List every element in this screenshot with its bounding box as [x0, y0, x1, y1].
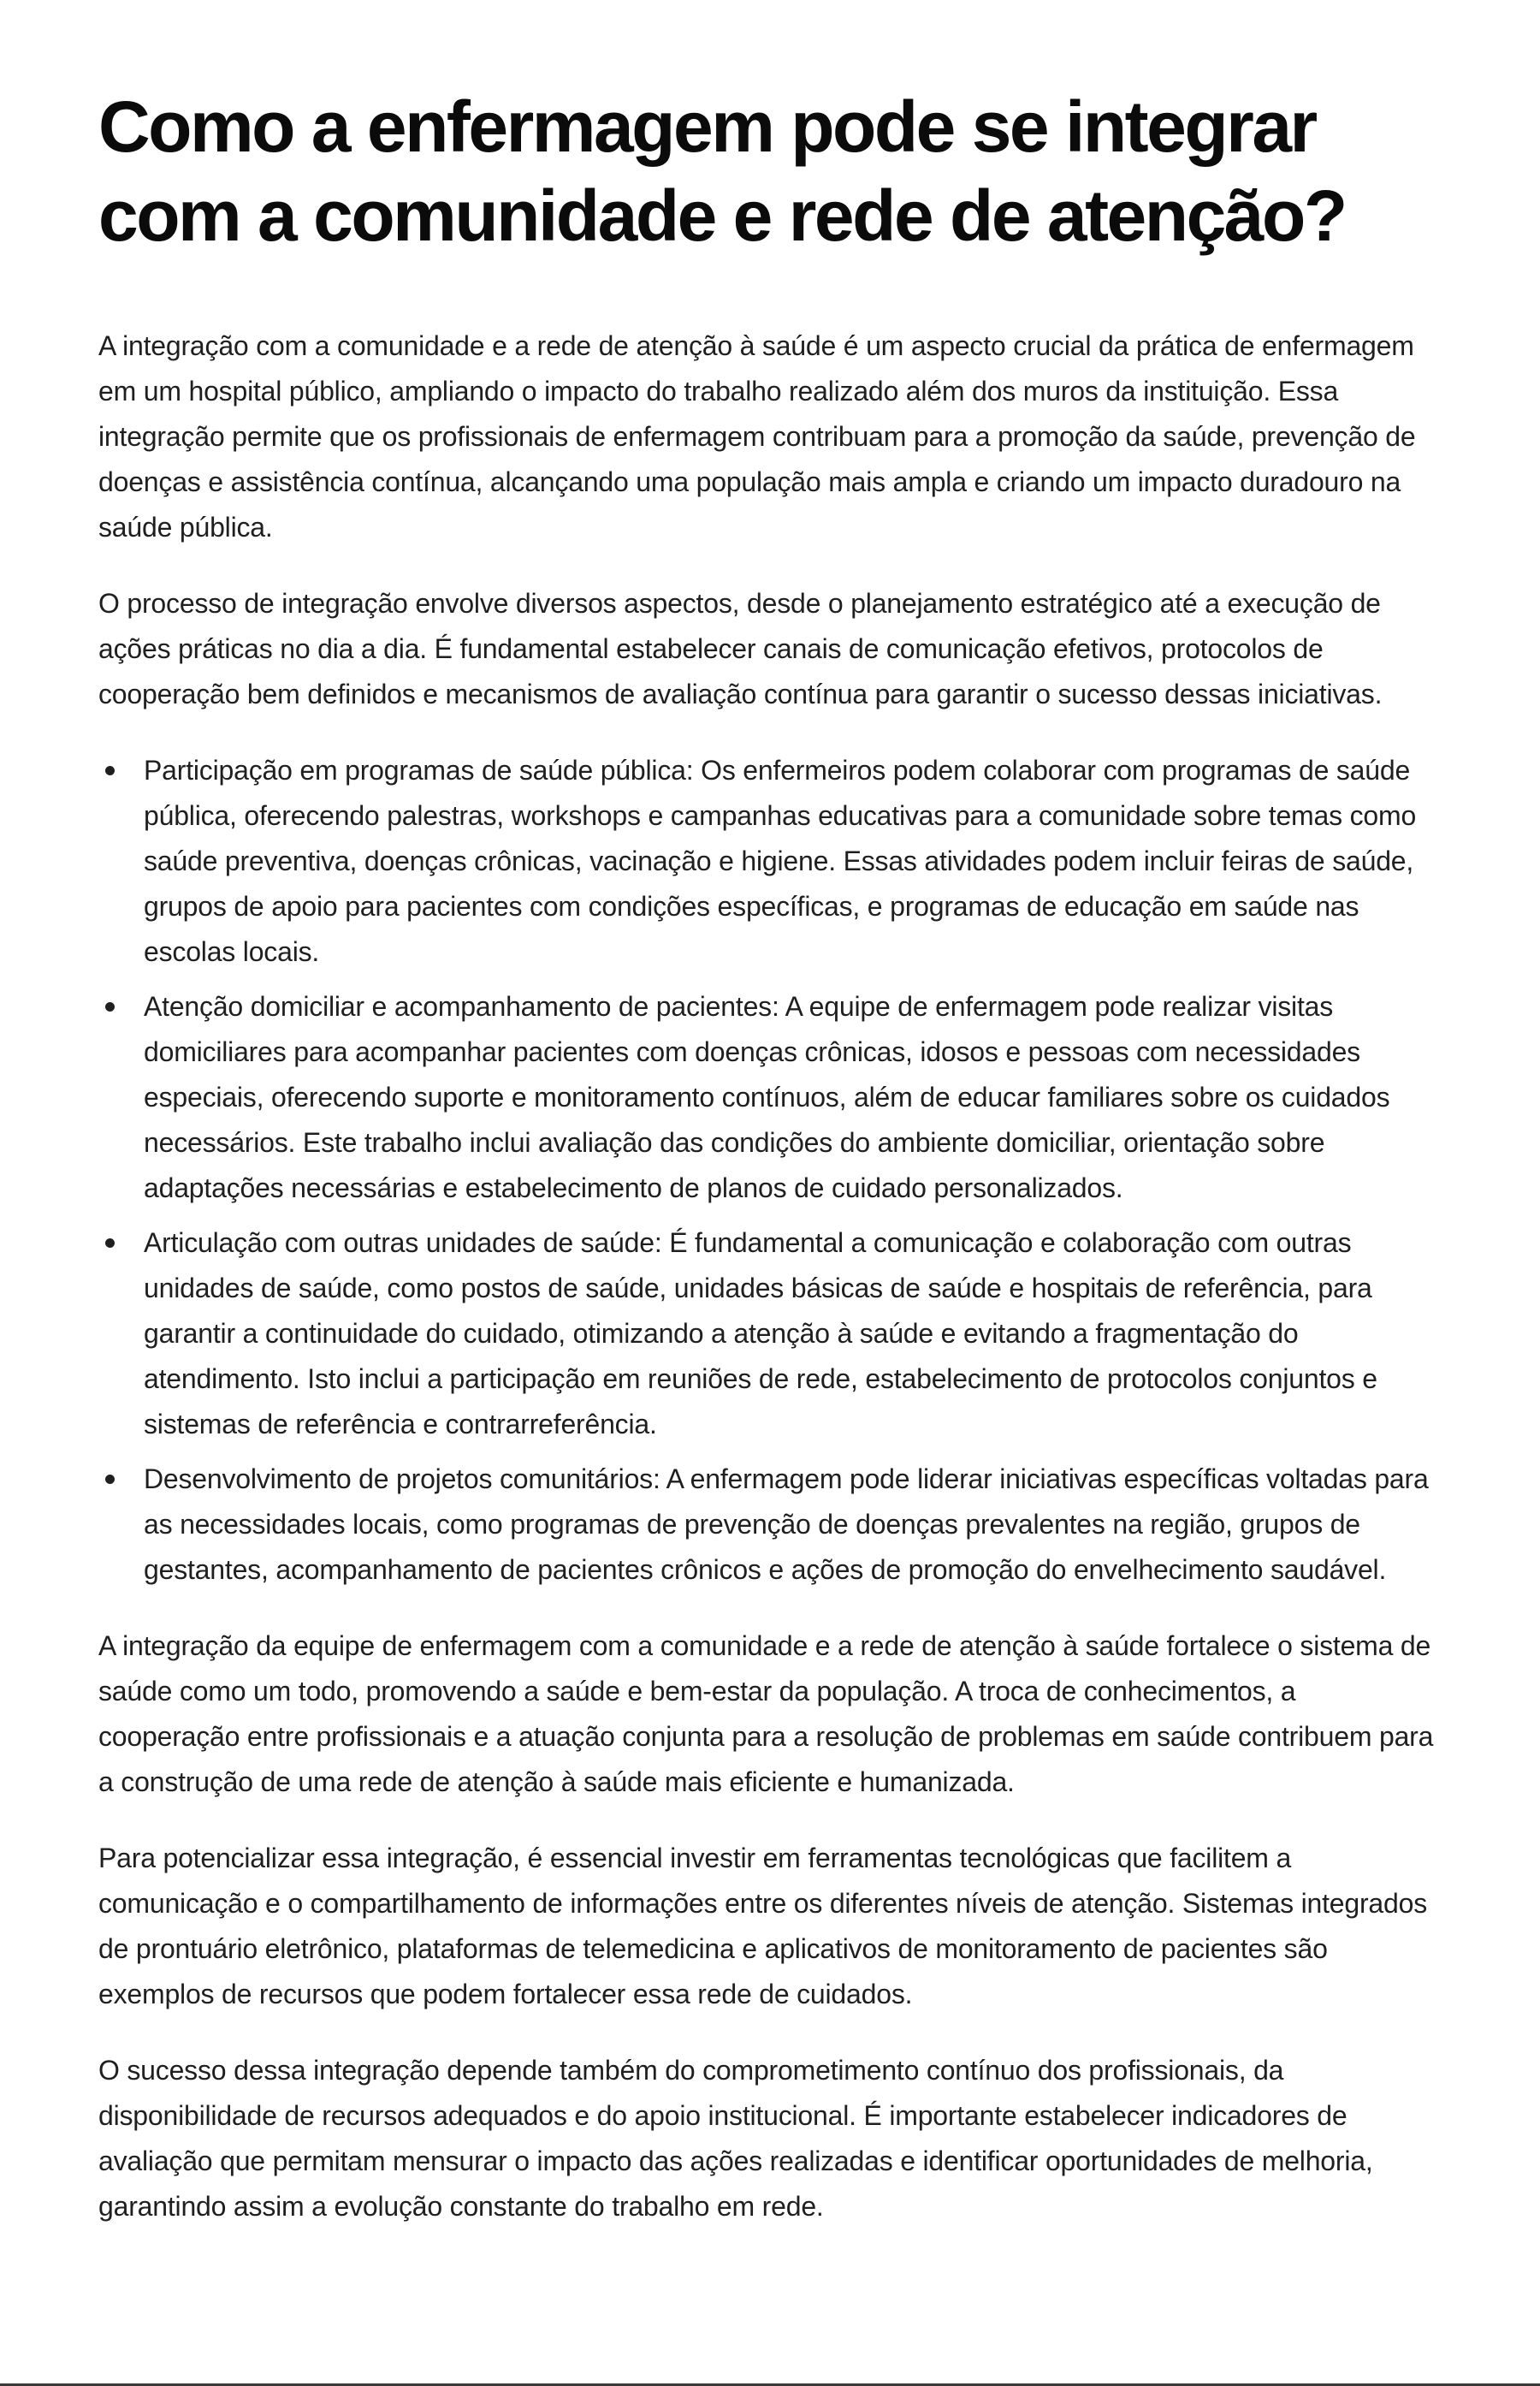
bullet-dot-icon — [105, 1238, 115, 1248]
page-title: Como a enfermagem pode se integrar com a comunidade e rede de atenção? — [98, 86, 1346, 256]
bullet-dot-icon — [105, 1002, 115, 1012]
list-item — [98, 1220, 1442, 1447]
document-page — [98, 82, 1442, 2260]
list-item-text: Participação em programas de saúde pública: Os enfermeiros podem colaborar com programas de saúde pública, oferecendo palestras, workshops e campanhas educativas para a comunidade sobre temas como saúde preventiva, doenças crônicas, vacinação e higiene. Essas atividades podem incluir feiras de saúde, grupos de apoio para pacientes com condições específicas, e programas de educação em saúde nas escolas locais. — [144, 755, 1417, 967]
closing-paragraph-3: O sucesso dessa integração depende também do comprometimento contínuo dos profissionais, da disponibilidade de recursos adequados e do apoio institucional. É importante estabelecer indicadores de avaliação que permitam mensurar o impacto das ações realizadas e identificar oportunidades de melhoria, garantindo assim a evolução constante do trabalho em rede. — [98, 2055, 1373, 2222]
list-item-text: Desenvolvimento de projetos comunitários: A enfermagem pode liderar iniciativas específicas voltadas para as necessidades locais, como programas de prevenção de doenças prevalentes na região, grupos de gestantes, acompanhamento de pacientes crônicos e ações de promoção do envelhecimento saudável. — [144, 1463, 1429, 1585]
list-item-text: Articulação com outras unidades de saúde: É fundamental a comunicação e colaboração com outras unidades de saúde, como postos de saúde, unidades básicas de saúde e hospitais de referência, para garantir a continuidade do cuidado, otimizando a atenção à saúde e evitando a fragmentação do atendimento. Isto inclui a participação em reuniões de rede, estabelecimento de protocolos conjuntos e sistemas de referência e contrarreferência. — [144, 1227, 1377, 1439]
intro-paragraph-2: O processo de integração envolve diversos aspectos, desde o planejamento estratégico até a execução de ações práticas no dia a dia. É fundamental estabelecer canais de comunicação efetivos, protocolos de cooperação bem definidos e mecanismos de avaliação contínua para garantir o sucesso dessas iniciativas. — [98, 588, 1383, 709]
bullet-dot-icon — [105, 766, 115, 775]
list-item — [98, 1457, 1442, 1593]
list-item — [98, 748, 1442, 975]
closing-paragraph-2: Para potencializar essa integração, é essencial investir em ferramentas tecnológicas que facilitem a comunicação e o compartilhamento de informações entre os diferentes níveis de atenção. Sistemas integrados de prontuário eletrônico, plataformas de telemedicina e aplicativos de monitoramento de pacientes são exemplos de recursos que podem fortalecer essa rede de cuidados. — [98, 1843, 1428, 2009]
list-item-text: Atenção domiciliar e acompanhamento de pacientes: A equipe de enfermagem pode realizar visitas domiciliares para acompanhar pacientes com doenças crônicas, idosos e pessoas com necessidades especiais, oferecendo suporte e monitoramento contínuos, além de educar familiares sobre os cuidados necessários. Este trabalho inclui avaliação das condições do ambiente domiciliar, orientação sobre adaptações necessárias e estabelecimento de planos de cuidado personalizados. — [144, 991, 1390, 1203]
list-item — [98, 984, 1442, 1211]
closing-paragraph-1: A integração da equipe de enfermagem com a comunidade e a rede de atenção à saúde fortalece o sistema de saúde como um todo, promovendo a saúde e bem-estar da população. A troca de conhecimentos, a cooperação entre profissionais e a atuação conjunta para a resolução de problemas em saúde contribuem para a construção de uma rede de atenção à saúde mais eficiente e humanizada. — [98, 1630, 1434, 1797]
intro-paragraph-1: A integração com a comunidade e a rede de atenção à saúde é um aspecto crucial da prática de enfermagem em um hospital público, ampliando o impacto do trabalho realizado além dos muros da instituição. Essa integração permite que os profissionais de enfermagem contribuam para a promoção da saúde, prevenção de doenças e assistência contínua, alcançando uma população mais ampla e criando um impacto duradouro na saúde pública. — [98, 330, 1416, 543]
bullet-dot-icon — [105, 1475, 115, 1484]
bullet-list — [98, 748, 1442, 1593]
